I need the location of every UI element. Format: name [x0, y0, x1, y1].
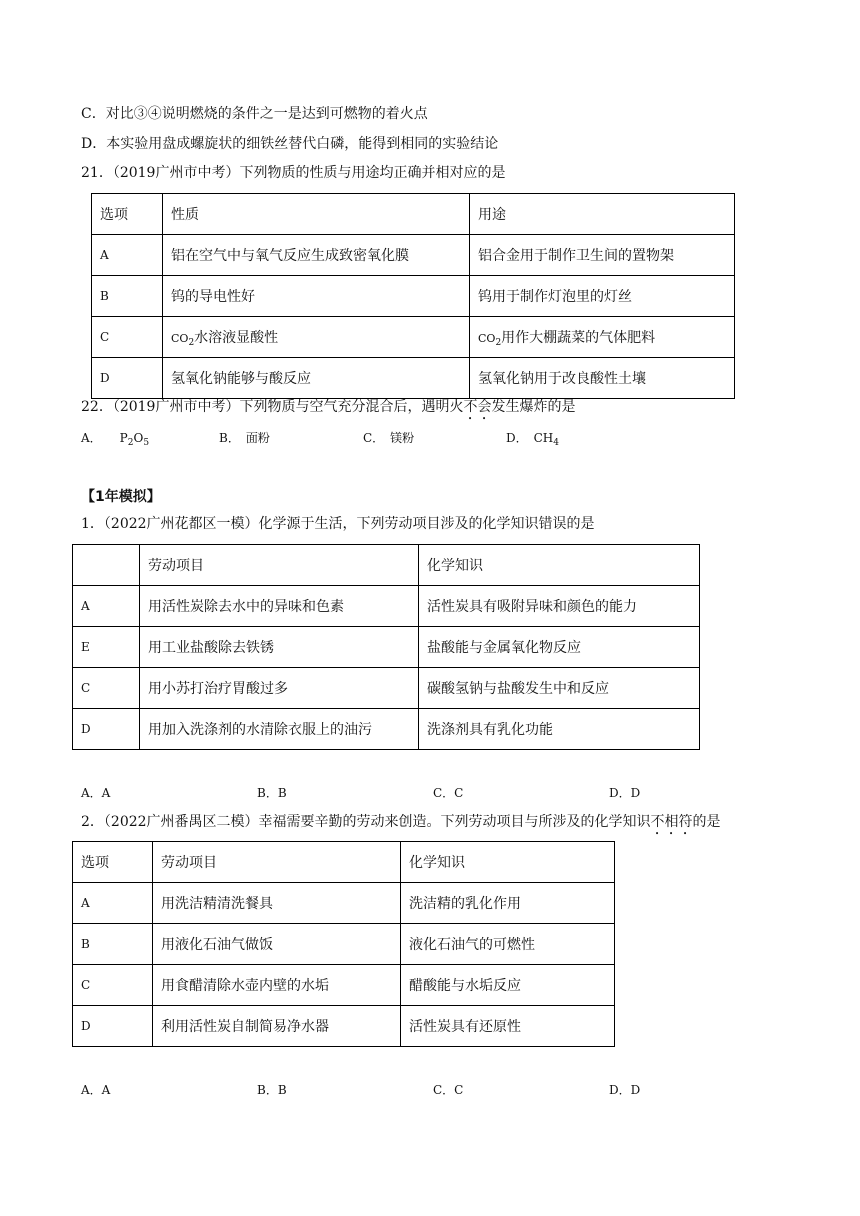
table-row: [73, 924, 615, 965]
q21-stem: 21．（2019广州市中考）下列物质的性质与用途均正确并相对应的是: [81, 165, 506, 181]
property-cell: 钨的导电性好: [163, 276, 470, 317]
header-property: 性质: [163, 194, 470, 235]
property-cell: 氢氧化钠能够与酸反应: [163, 358, 470, 399]
task-cell: 用加入洗涤剂的水清除衣服上的油污: [140, 709, 419, 750]
option-label: C: [73, 965, 153, 1006]
table-row: [73, 709, 700, 750]
m1-answer-c: C．C: [433, 786, 464, 800]
m2-table: [72, 841, 615, 1047]
formula-subscript: 2: [188, 338, 195, 348]
knowledge-cell: 醋酸能与水垢反应: [401, 965, 615, 1006]
formula-text: D． CH: [506, 431, 554, 445]
option-label: C: [92, 317, 163, 358]
option-label: A: [73, 586, 140, 627]
m2-answer-d: D．D: [609, 1083, 641, 1097]
q22-stem: [81, 397, 575, 423]
m1-answer-d: D．D: [609, 786, 641, 800]
formula-text: CO: [171, 332, 189, 345]
task-cell: 用洗洁精清洗餐具: [153, 883, 401, 924]
table-row: [73, 668, 700, 709]
use-cell: 钨用于制作灯泡里的灯丝: [470, 276, 735, 317]
section-heading: 【1年模拟】: [81, 489, 161, 505]
formula-text: CO: [478, 332, 496, 345]
formula-text: O: [133, 431, 144, 445]
header-knowledge: 化学知识: [401, 842, 615, 883]
formula-subscript: 4: [553, 438, 560, 448]
formula-text: P: [119, 431, 128, 445]
task-cell: 用液化石油气做饭: [153, 924, 401, 965]
table-header-row: [92, 194, 735, 235]
use-cell: [470, 317, 735, 358]
property-cell: [163, 317, 470, 358]
q22-emphasis: 不会: [463, 399, 492, 415]
m1-answer-b: B．B: [257, 786, 287, 800]
option-label: E: [73, 627, 140, 668]
table-row: [73, 586, 700, 627]
m1-stem: 1．（2022广州花都区一模）化学源于生活，下列劳动项目涉及的化学知识错误的是: [81, 516, 595, 532]
formula-subscript: 5: [143, 438, 150, 448]
table-row: [92, 358, 735, 399]
knowledge-cell: 洗涤剂具有乳化功能: [419, 709, 700, 750]
m2-answer-a: A．A: [81, 1083, 111, 1097]
task-cell: 用小苏打治疗胃酸过多: [140, 668, 419, 709]
option-label: D: [73, 1006, 153, 1047]
table-header-row: [73, 545, 700, 586]
table-header-row: [73, 842, 615, 883]
m1-answer-a: A．A: [81, 786, 111, 800]
header-knowledge: 化学知识: [419, 545, 700, 586]
header-option: 选项: [73, 842, 153, 883]
use-text: 用作大棚蔬菜的气体肥料: [501, 330, 656, 346]
use-cell: 铝合金用于制作卫生间的置物架: [470, 235, 735, 276]
m2-stem-start: 2．（2022广州番禺区二模）幸福需要辛勤的劳动来创造。下列劳动项目与所涉及的化学知识: [81, 814, 651, 830]
task-cell: 利用活性炭自制简易净水器: [153, 1006, 401, 1047]
property-cell: 铝在空气中与氧气反应生成致密氧化膜: [163, 235, 470, 276]
knowledge-cell: 碳酸氢钠与盐酸发生中和反应: [419, 668, 700, 709]
option-label: A: [92, 235, 163, 276]
table-row: [73, 1006, 615, 1047]
knowledge-cell: 液化石油气的可燃性: [401, 924, 615, 965]
knowledge-cell: 活性炭具有还原性: [401, 1006, 615, 1047]
knowledge-cell: 活性炭具有吸附异味和颜色的能力: [419, 586, 700, 627]
q20-option-d: D．本实验用盘成螺旋状的细铁丝替代白磷，能得到相同的实验结论: [81, 136, 499, 152]
header-use: 用途: [470, 194, 735, 235]
header-task: 劳动项目: [140, 545, 419, 586]
m1-table: [72, 544, 700, 750]
q22-option-c: C． 镁粉: [363, 431, 415, 445]
table-row: [92, 235, 735, 276]
q22-stem-start: 22．（2019广州市中考）下列物质与空气充分混合后，遇明火: [81, 399, 464, 415]
table-row: [73, 627, 700, 668]
option-label: D: [73, 709, 140, 750]
table-row: [92, 317, 735, 358]
table-row: [73, 883, 615, 924]
formula-subscript: 2: [495, 338, 502, 348]
q22-stem-end: 发生爆炸的是: [491, 399, 576, 415]
formula-subscript: 2: [127, 438, 134, 448]
table-row: [92, 276, 735, 317]
q21-table: [91, 193, 735, 399]
task-cell: 用工业盐酸除去铁锈: [140, 627, 419, 668]
property-text: 水溶液显酸性: [194, 330, 279, 346]
task-cell: 用食醋清除水壶内壁的水垢: [153, 965, 401, 1006]
option-label: C: [73, 668, 140, 709]
q22-option-b: B． 面粉: [219, 431, 270, 445]
option-label: B: [73, 924, 153, 965]
knowledge-cell: 盐酸能与金属氧化物反应: [419, 627, 700, 668]
header-option: [73, 545, 140, 586]
m2-answer-b: B．B: [257, 1083, 287, 1097]
q22-option-d: [506, 429, 559, 446]
option-label: A: [73, 883, 153, 924]
q20-option-c: C．对比③④说明燃烧的条件之一是达到可燃物的着火点: [81, 106, 428, 122]
table-row: [73, 965, 615, 1006]
knowledge-cell: 洗洁精的乳化作用: [401, 883, 615, 924]
m2-emphasis: 不相符: [650, 814, 693, 830]
option-label: B: [92, 276, 163, 317]
task-cell: 用活性炭除去水中的异味和色素: [140, 586, 419, 627]
m2-stem: [81, 812, 721, 838]
option-label: D: [92, 358, 163, 399]
q22-option-a: [81, 429, 149, 446]
header-option: 选项: [92, 194, 163, 235]
use-cell: 氢氧化钠用于改良酸性土壤: [470, 358, 735, 399]
m2-answer-c: C．C: [433, 1083, 464, 1097]
option-prefix: A．: [81, 431, 102, 445]
header-task: 劳动项目: [153, 842, 401, 883]
m2-stem-end: 的是: [692, 814, 721, 830]
